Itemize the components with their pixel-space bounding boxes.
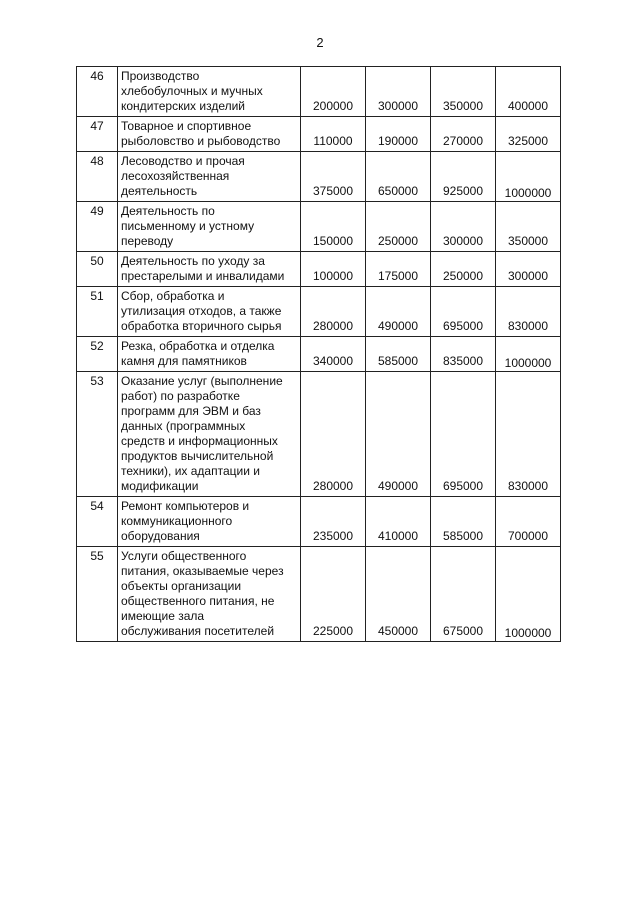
amount-cell-4: 1000000 [496, 337, 561, 372]
amount-cell-3: 675000 [431, 547, 496, 642]
amount-cell-2: 450000 [366, 547, 431, 642]
activity-name: Производство хлебобулочных и мучных кондитерских изделий [121, 69, 263, 113]
row-number: 55 [77, 547, 118, 642]
amount-cell-4: 350000 [496, 202, 561, 252]
amount-cell-3: 695000 [431, 287, 496, 337]
table-row [77, 152, 561, 202]
amount-cell-3: 270000 [431, 117, 496, 152]
row-number: 48 [77, 152, 118, 202]
row-number: 47 [77, 117, 118, 152]
amount-cell-3: 250000 [431, 252, 496, 287]
activity-name: Ремонт компьютеров и коммуникационного оборудования [121, 499, 250, 543]
amount-cell-3: 835000 [431, 337, 496, 372]
amount-cell-4: 325000 [496, 117, 561, 152]
activity-name: Резка, обработка и отделка камня для памятников [121, 339, 275, 368]
activity-name: Деятельность по уходу за престарелыми и инвалидами [121, 254, 285, 283]
amount-cell-3: 925000 [431, 152, 496, 202]
amount-cell-2: 250000 [366, 202, 431, 252]
amount-cell-2: 410000 [366, 497, 431, 547]
table-row [77, 372, 561, 497]
row-number: 50 [77, 252, 118, 287]
amount-cell-1: 340000 [301, 337, 366, 372]
activity-name-cell [118, 202, 301, 252]
amount-cell-1: 200000 [301, 67, 366, 117]
page-number: 2 [316, 35, 324, 50]
activity-name-cell [118, 67, 301, 117]
amount-cell-4: 830000 [496, 287, 561, 337]
amount-cell-1: 225000 [301, 547, 366, 642]
amount-cell-3: 350000 [431, 67, 496, 117]
row-number: 46 [77, 67, 118, 117]
amount-cell-4: 1000000 [496, 547, 561, 642]
amount-cell-2: 585000 [366, 337, 431, 372]
amount-cell-2: 190000 [366, 117, 431, 152]
amount-cell-1: 110000 [301, 117, 366, 152]
activity-name: Деятельность по письменному и устному переводу [121, 204, 255, 248]
amount-cell-4: 300000 [496, 252, 561, 287]
amount-cell-3: 585000 [431, 497, 496, 547]
activity-name-cell [118, 287, 301, 337]
activity-name: Лесоводство и прочая лесохозяйственная деятельность [121, 154, 245, 198]
amount-cell-3: 300000 [431, 202, 496, 252]
amount-cell-2: 490000 [366, 372, 431, 497]
activity-name: Оказание услуг (выполнение работ) по разработке программ для ЭВМ и баз данных (программных средств и информационных продуктов вычислительной техники), их адаптации и модификации [121, 374, 283, 493]
amount-cell-3: 695000 [431, 372, 496, 497]
amount-cell-1: 100000 [301, 252, 366, 287]
amount-cell-1: 375000 [301, 152, 366, 202]
fees-table-body [77, 67, 561, 642]
activity-name-cell [118, 497, 301, 547]
table-row [77, 547, 561, 642]
activity-name-cell [118, 252, 301, 287]
activity-name-cell [118, 372, 301, 497]
table-row [77, 287, 561, 337]
table-row [77, 252, 561, 287]
amount-cell-1: 280000 [301, 287, 366, 337]
activity-name-cell [118, 117, 301, 152]
amount-cell-4: 400000 [496, 67, 561, 117]
activity-name-cell [118, 337, 301, 372]
activity-name: Товарное и спортивное рыболовство и рыбоводство [121, 119, 281, 148]
amount-cell-4: 700000 [496, 497, 561, 547]
amount-cell-2: 650000 [366, 152, 431, 202]
amount-cell-1: 235000 [301, 497, 366, 547]
amount-cell-1: 280000 [301, 372, 366, 497]
activity-name-cell [118, 547, 301, 642]
row-number: 51 [77, 287, 118, 337]
activity-name: Сбор, обработка и утилизация отходов, а также обработка вторичного сырья [121, 289, 282, 333]
amount-cell-2: 300000 [366, 67, 431, 117]
row-number: 53 [77, 372, 118, 497]
table-row [77, 497, 561, 547]
row-number: 49 [77, 202, 118, 252]
amount-cell-4: 1000000 [496, 152, 561, 202]
table-row [77, 67, 561, 117]
amount-cell-4: 830000 [496, 372, 561, 497]
row-number: 52 [77, 337, 118, 372]
table-row [77, 202, 561, 252]
activity-name: Услуги общественного питания, оказываемые через объекты организации общественного питания, не имеющие зала обслуживания посетителей [121, 549, 284, 638]
amount-cell-1: 150000 [301, 202, 366, 252]
table-row [77, 337, 561, 372]
row-number: 54 [77, 497, 118, 547]
fees-table [76, 66, 561, 642]
amount-cell-2: 175000 [366, 252, 431, 287]
activity-name-cell [118, 152, 301, 202]
amount-cell-2: 490000 [366, 287, 431, 337]
table-row [77, 117, 561, 152]
